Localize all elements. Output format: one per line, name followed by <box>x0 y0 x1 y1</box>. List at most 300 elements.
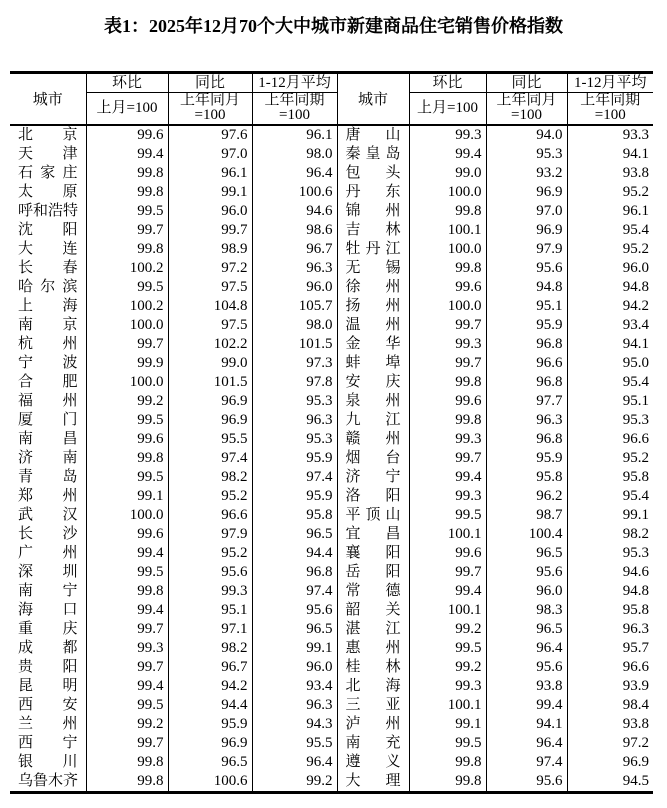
left-yoy-value: 99.3 <box>168 582 252 601</box>
city-name: 遵义 <box>345 753 401 770</box>
right-yoy-value: 94.8 <box>486 278 567 297</box>
city-name: 厦门 <box>18 411 78 428</box>
left-yoy-value: 97.5 <box>168 278 252 297</box>
city-name: 武汉 <box>18 506 78 523</box>
table-row <box>10 525 653 544</box>
right-city-cell <box>337 373 409 392</box>
table-row <box>10 145 653 164</box>
table-row <box>10 202 653 221</box>
left-mom-value: 99.5 <box>86 696 168 715</box>
city-name: 乌鲁木齐 <box>18 772 79 789</box>
city-name: 杭州 <box>18 335 78 352</box>
right-city-cell <box>337 202 409 221</box>
left-mom-value: 99.7 <box>86 620 168 639</box>
left-city-cell <box>10 278 86 297</box>
city-name: 泉州 <box>345 392 401 409</box>
right-mom-value: 99.7 <box>409 354 486 373</box>
table-row <box>10 449 653 468</box>
left-mom-value: 100.2 <box>86 297 168 316</box>
avg-header-left: 1-12月平均 <box>252 73 337 93</box>
right-city-cell <box>337 772 409 793</box>
city-name: 蚌埠 <box>345 354 401 371</box>
table-row <box>10 373 653 392</box>
left-yoy-value: 96.9 <box>168 411 252 430</box>
right-mom-value: 99.0 <box>409 164 486 183</box>
city-name: 无锡 <box>345 259 401 276</box>
city-name: 长沙 <box>18 525 78 542</box>
city-name: 吉林 <box>345 221 401 238</box>
left-yoy-value: 96.6 <box>168 506 252 525</box>
left-mom-value: 99.8 <box>86 183 168 202</box>
left-mom-value: 99.6 <box>86 125 168 145</box>
city-name: 牡丹江 <box>345 240 401 257</box>
city-name: 丹东 <box>345 183 401 200</box>
right-mom-value: 100.0 <box>409 240 486 259</box>
city-name: 烟台 <box>345 449 401 466</box>
left-avg-value: 96.5 <box>252 620 337 639</box>
table-row <box>10 392 653 411</box>
left-city-cell <box>10 487 86 506</box>
right-city-cell <box>337 639 409 658</box>
left-yoy-value: 98.2 <box>168 639 252 658</box>
right-mom-value: 99.3 <box>409 125 486 145</box>
right-mom-value: 99.3 <box>409 487 486 506</box>
city-name: 银川 <box>18 753 78 770</box>
city-name: 韶关 <box>345 601 401 618</box>
city-name: 平顶山 <box>345 506 401 523</box>
right-yoy-value: 96.8 <box>486 373 567 392</box>
left-city-cell <box>10 240 86 259</box>
right-city-cell <box>337 582 409 601</box>
page-title: 表1：2025年12月70个大中城市新建商品住宅销售价格指数 <box>104 16 563 36</box>
left-avg-value: 100.6 <box>252 183 337 202</box>
mom-base-left <box>86 93 168 125</box>
base-label: =100 <box>594 107 626 124</box>
table-row <box>10 544 653 563</box>
right-avg-value: 95.3 <box>567 411 653 430</box>
right-mom-value: 100.1 <box>409 696 486 715</box>
right-avg-value: 95.3 <box>567 544 653 563</box>
right-yoy-value: 94.1 <box>486 715 567 734</box>
city-name: 桂林 <box>345 658 401 675</box>
right-city-cell <box>337 544 409 563</box>
right-yoy-value: 96.3 <box>486 411 567 430</box>
table-header <box>10 73 653 125</box>
left-city-cell <box>10 316 86 335</box>
right-avg-value: 93.8 <box>567 715 653 734</box>
left-mom-value: 100.0 <box>86 373 168 392</box>
right-yoy-value: 95.6 <box>486 259 567 278</box>
right-city-cell <box>337 125 409 145</box>
left-yoy-value: 95.5 <box>168 430 252 449</box>
header-group-row <box>10 73 653 93</box>
right-city-cell <box>337 677 409 696</box>
right-avg-value: 95.4 <box>567 221 653 240</box>
left-yoy-value: 100.6 <box>168 772 252 793</box>
city-name: 昆明 <box>18 677 78 694</box>
left-avg-value: 95.9 <box>252 487 337 506</box>
right-avg-value: 94.8 <box>567 278 653 297</box>
right-mom-value: 99.7 <box>409 449 486 468</box>
right-yoy-value: 96.8 <box>486 430 567 449</box>
table-row <box>10 430 653 449</box>
left-city-cell <box>10 544 86 563</box>
city-name: 青岛 <box>18 468 78 485</box>
right-city-cell <box>337 411 409 430</box>
left-yoy-value: 104.8 <box>168 297 252 316</box>
yoy-base-right <box>486 93 567 125</box>
right-mom-value: 99.3 <box>409 677 486 696</box>
left-yoy-value: 94.2 <box>168 677 252 696</box>
left-city-cell <box>10 449 86 468</box>
right-mom-value: 99.6 <box>409 278 486 297</box>
right-avg-value: 95.2 <box>567 183 653 202</box>
header-base-row <box>10 93 653 125</box>
city-name: 包头 <box>345 164 401 181</box>
left-avg-value: 96.0 <box>252 658 337 677</box>
city-name: 太原 <box>18 183 78 200</box>
right-yoy-value: 95.6 <box>486 772 567 793</box>
left-yoy-value: 95.9 <box>168 715 252 734</box>
right-yoy-value: 97.4 <box>486 753 567 772</box>
right-avg-value: 95.1 <box>567 392 653 411</box>
city-name: 大理 <box>345 772 401 789</box>
left-mom-value: 99.7 <box>86 335 168 354</box>
right-avg-value: 95.4 <box>567 373 653 392</box>
left-avg-value: 93.4 <box>252 677 337 696</box>
city-name: 郑州 <box>18 487 78 504</box>
right-avg-value: 94.5 <box>567 772 653 793</box>
left-yoy-value: 97.4 <box>168 449 252 468</box>
left-avg-value: 97.4 <box>252 468 337 487</box>
left-yoy-value: 99.0 <box>168 354 252 373</box>
left-city-cell <box>10 468 86 487</box>
left-mom-value: 99.2 <box>86 715 168 734</box>
left-city-cell <box>10 582 86 601</box>
mom-header-right: 环比 <box>409 73 486 93</box>
left-city-cell <box>10 734 86 753</box>
right-yoy-value: 96.4 <box>486 639 567 658</box>
city-header-left: 城市 <box>10 73 86 125</box>
right-yoy-value: 99.4 <box>486 696 567 715</box>
left-city-cell <box>10 183 86 202</box>
right-yoy-value: 96.5 <box>486 544 567 563</box>
right-mom-value: 99.6 <box>409 544 486 563</box>
left-mom-value: 100.0 <box>86 316 168 335</box>
right-city-cell <box>337 335 409 354</box>
city-name: 南昌 <box>18 430 78 447</box>
city-name: 安庆 <box>345 373 401 390</box>
right-yoy-value: 95.8 <box>486 468 567 487</box>
city-name: 宁波 <box>18 354 78 371</box>
left-avg-value: 98.0 <box>252 316 337 335</box>
left-mom-value: 100.0 <box>86 506 168 525</box>
city-name: 北京 <box>18 126 78 143</box>
right-yoy-value: 97.0 <box>486 202 567 221</box>
table-row <box>10 411 653 430</box>
right-city-cell <box>337 259 409 278</box>
right-mom-value: 99.2 <box>409 620 486 639</box>
right-avg-value: 95.0 <box>567 354 653 373</box>
right-avg-value: 95.2 <box>567 240 653 259</box>
right-avg-value: 96.3 <box>567 620 653 639</box>
left-mom-value: 99.8 <box>86 240 168 259</box>
city-name: 西宁 <box>18 734 78 751</box>
right-mom-value: 99.5 <box>409 734 486 753</box>
city-name: 呼和浩特 <box>18 202 79 219</box>
left-avg-value: 97.4 <box>252 582 337 601</box>
right-avg-value: 98.2 <box>567 525 653 544</box>
left-yoy-value: 94.4 <box>168 696 252 715</box>
left-avg-value: 96.8 <box>252 563 337 582</box>
right-avg-value: 95.4 <box>567 487 653 506</box>
left-city-cell <box>10 221 86 240</box>
left-avg-value: 96.3 <box>252 259 337 278</box>
right-mom-value: 99.6 <box>409 392 486 411</box>
left-avg-value: 96.4 <box>252 753 337 772</box>
left-avg-value: 96.1 <box>252 125 337 145</box>
left-city-cell <box>10 411 86 430</box>
left-avg-value: 94.4 <box>252 544 337 563</box>
left-avg-value: 95.5 <box>252 734 337 753</box>
left-yoy-value: 96.1 <box>168 164 252 183</box>
avg-header-right: 1-12月平均 <box>567 73 653 93</box>
table-row <box>10 487 653 506</box>
right-city-cell <box>337 753 409 772</box>
city-name: 岳阳 <box>345 563 401 580</box>
right-avg-value: 95.2 <box>567 449 653 468</box>
city-name: 赣州 <box>345 430 401 447</box>
right-yoy-value: 97.9 <box>486 240 567 259</box>
left-yoy-value: 97.9 <box>168 525 252 544</box>
right-yoy-value: 93.2 <box>486 164 567 183</box>
right-yoy-value: 98.7 <box>486 506 567 525</box>
table-row <box>10 183 653 202</box>
table-row <box>10 221 653 240</box>
right-yoy-value: 94.0 <box>486 125 567 145</box>
city-name: 南充 <box>345 734 401 751</box>
city-name: 秦皇岛 <box>345 145 401 162</box>
city-name: 宜昌 <box>345 525 401 542</box>
left-yoy-value: 97.5 <box>168 316 252 335</box>
left-city-cell <box>10 506 86 525</box>
city-name: 长春 <box>18 259 78 276</box>
left-yoy-value: 99.7 <box>168 221 252 240</box>
right-yoy-value: 95.1 <box>486 297 567 316</box>
right-mom-value: 99.4 <box>409 468 486 487</box>
left-avg-value: 95.9 <box>252 449 337 468</box>
left-avg-value: 96.3 <box>252 696 337 715</box>
right-city-cell <box>337 164 409 183</box>
left-city-cell <box>10 772 86 793</box>
city-name: 重庆 <box>18 620 78 637</box>
left-mom-value: 99.8 <box>86 449 168 468</box>
city-name: 海口 <box>18 601 78 618</box>
left-yoy-value: 95.1 <box>168 601 252 620</box>
right-yoy-value: 95.6 <box>486 658 567 677</box>
table-row <box>10 259 653 278</box>
right-mom-value: 99.8 <box>409 411 486 430</box>
left-avg-value: 96.7 <box>252 240 337 259</box>
city-name: 济宁 <box>345 468 401 485</box>
right-city-cell <box>337 506 409 525</box>
left-yoy-value: 96.0 <box>168 202 252 221</box>
city-name: 北海 <box>345 677 401 694</box>
left-yoy-value: 99.1 <box>168 183 252 202</box>
left-yoy-value: 95.2 <box>168 487 252 506</box>
table-row <box>10 164 653 183</box>
right-avg-value: 94.2 <box>567 297 653 316</box>
left-city-cell <box>10 164 86 183</box>
left-avg-value: 105.7 <box>252 297 337 316</box>
right-avg-value: 96.1 <box>567 202 653 221</box>
city-name: 扬州 <box>345 297 401 314</box>
right-yoy-value: 96.5 <box>486 620 567 639</box>
left-city-cell <box>10 392 86 411</box>
base-label: 上年同期 <box>580 92 641 109</box>
city-name: 常德 <box>345 582 401 599</box>
city-name: 济南 <box>18 449 78 466</box>
left-city-cell <box>10 297 86 316</box>
city-name: 徐州 <box>345 278 401 295</box>
left-city-cell <box>10 658 86 677</box>
yoy-header-left: 同比 <box>168 73 252 93</box>
left-city-cell <box>10 677 86 696</box>
left-mom-value: 99.4 <box>86 677 168 696</box>
left-city-cell <box>10 373 86 392</box>
left-mom-value: 99.8 <box>86 753 168 772</box>
left-city-cell <box>10 354 86 373</box>
left-city-cell <box>10 601 86 620</box>
left-city-cell <box>10 125 86 145</box>
table-row <box>10 658 653 677</box>
left-mom-value: 99.8 <box>86 164 168 183</box>
right-avg-value: 95.8 <box>567 601 653 620</box>
right-city-cell <box>337 145 409 164</box>
city-name: 锦州 <box>345 202 401 219</box>
left-mom-value: 99.6 <box>86 525 168 544</box>
left-avg-value: 96.4 <box>252 164 337 183</box>
left-avg-value: 96.0 <box>252 278 337 297</box>
left-city-cell <box>10 563 86 582</box>
city-name: 合肥 <box>18 373 78 390</box>
left-mom-value: 99.8 <box>86 582 168 601</box>
left-city-cell <box>10 145 86 164</box>
table-row <box>10 601 653 620</box>
left-city-cell <box>10 202 86 221</box>
right-mom-value: 99.2 <box>409 658 486 677</box>
city-name: 九江 <box>345 411 401 428</box>
left-avg-value: 99.1 <box>252 639 337 658</box>
right-mom-value: 99.7 <box>409 563 486 582</box>
left-mom-value: 99.8 <box>86 772 168 793</box>
left-yoy-value: 96.9 <box>168 392 252 411</box>
right-avg-value: 94.6 <box>567 563 653 582</box>
left-city-cell <box>10 525 86 544</box>
right-yoy-value: 95.3 <box>486 145 567 164</box>
city-name: 泸州 <box>345 715 401 732</box>
right-avg-value: 96.0 <box>567 259 653 278</box>
right-avg-value: 94.8 <box>567 582 653 601</box>
left-yoy-value: 95.2 <box>168 544 252 563</box>
city-name: 西安 <box>18 696 78 713</box>
city-header-right: 城市 <box>337 73 409 125</box>
table-row <box>10 677 653 696</box>
right-mom-value: 99.3 <box>409 430 486 449</box>
right-avg-value: 96.9 <box>567 753 653 772</box>
right-yoy-value: 96.6 <box>486 354 567 373</box>
left-mom-value: 99.5 <box>86 411 168 430</box>
city-name: 哈尔滨 <box>18 278 78 295</box>
right-city-cell <box>337 468 409 487</box>
right-yoy-value: 95.9 <box>486 316 567 335</box>
right-mom-value: 99.8 <box>409 753 486 772</box>
left-mom-value: 99.5 <box>86 563 168 582</box>
right-avg-value: 93.3 <box>567 125 653 145</box>
table-row <box>10 297 653 316</box>
table-body <box>10 125 653 793</box>
left-yoy-value: 96.5 <box>168 753 252 772</box>
right-city-cell <box>337 620 409 639</box>
left-avg-value: 96.3 <box>252 411 337 430</box>
right-avg-value: 95.8 <box>567 468 653 487</box>
left-city-cell <box>10 259 86 278</box>
right-yoy-value: 96.9 <box>486 221 567 240</box>
right-yoy-value: 96.9 <box>486 183 567 202</box>
city-name: 襄阳 <box>345 544 401 561</box>
right-city-cell <box>337 316 409 335</box>
right-city-cell <box>337 430 409 449</box>
left-yoy-value: 96.7 <box>168 658 252 677</box>
base-label: 上年同期 <box>264 92 325 109</box>
city-name: 三亚 <box>345 696 401 713</box>
right-city-cell <box>337 354 409 373</box>
base-label: =100 <box>194 107 226 124</box>
right-city-cell <box>337 563 409 582</box>
right-city-cell <box>337 658 409 677</box>
left-mom-value: 99.2 <box>86 392 168 411</box>
city-name: 南宁 <box>18 582 78 599</box>
city-name: 金华 <box>345 335 401 352</box>
left-mom-value: 100.2 <box>86 259 168 278</box>
price-index-table <box>10 71 653 794</box>
left-avg-value: 95.8 <box>252 506 337 525</box>
left-avg-value: 94.3 <box>252 715 337 734</box>
right-city-cell <box>337 696 409 715</box>
right-mom-value: 99.5 <box>409 506 486 525</box>
right-yoy-value: 95.9 <box>486 449 567 468</box>
city-name: 上海 <box>18 297 78 314</box>
base-label: 上年同月 <box>179 92 240 109</box>
right-city-cell <box>337 715 409 734</box>
right-city-cell <box>337 221 409 240</box>
right-avg-value: 99.1 <box>567 506 653 525</box>
left-mom-value: 99.7 <box>86 221 168 240</box>
city-name: 沈阳 <box>18 221 78 238</box>
table-row <box>10 468 653 487</box>
city-name: 石家庄 <box>18 164 78 181</box>
left-mom-value: 99.5 <box>86 278 168 297</box>
mom-header-left: 环比 <box>86 73 168 93</box>
right-mom-value: 100.0 <box>409 183 486 202</box>
table-row <box>10 696 653 715</box>
right-yoy-value: 93.8 <box>486 677 567 696</box>
left-mom-value: 99.1 <box>86 487 168 506</box>
right-mom-value: 99.8 <box>409 373 486 392</box>
right-mom-value: 99.8 <box>409 772 486 793</box>
city-name: 成都 <box>18 639 78 656</box>
right-city-cell <box>337 240 409 259</box>
